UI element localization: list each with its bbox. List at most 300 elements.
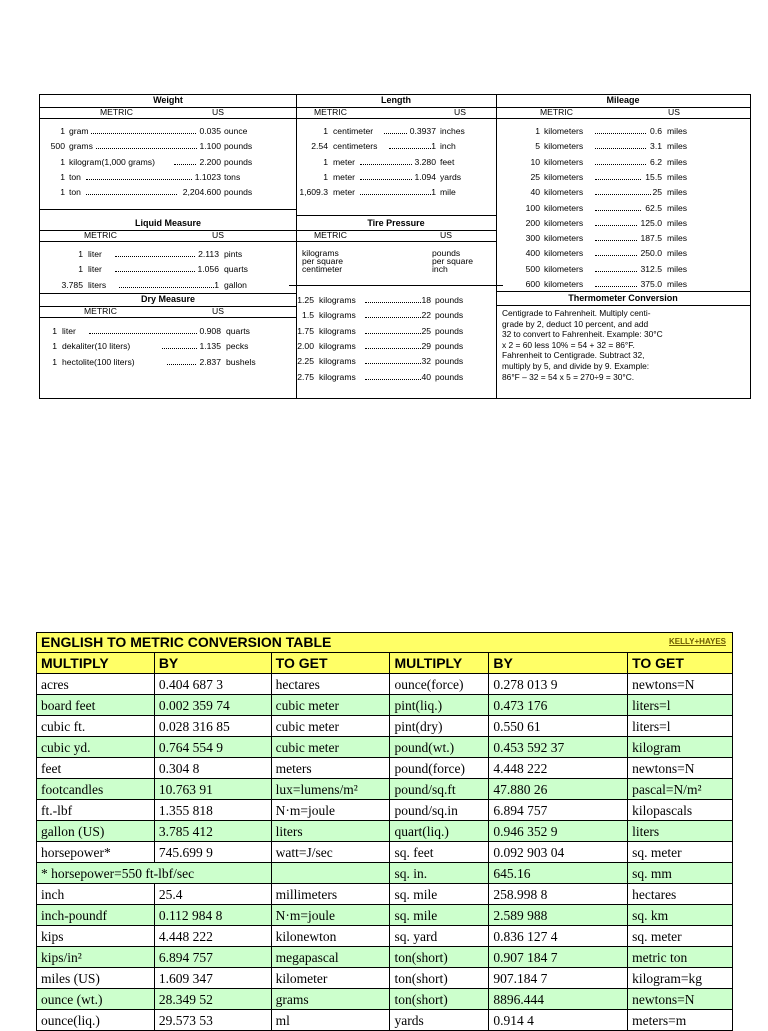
row-unit: centimeter: [333, 126, 374, 136]
row-unit: meter: [333, 187, 355, 198]
table-cell: 907.184 7: [489, 968, 628, 989]
thermo-line: Centigrade to Fahrenheit. Multiply centi-: [502, 308, 651, 318]
table-row: [37, 695, 733, 716]
row-value: 1: [431, 187, 436, 198]
table-cell: ounce (wt.): [37, 989, 155, 1010]
table-cell: feet: [37, 758, 155, 779]
table-cell: 645.16: [489, 863, 628, 884]
row-qty: 300: [525, 233, 540, 244]
dot-leader: [595, 157, 646, 165]
row-value: 125.0: [640, 217, 662, 228]
row-unit: kilograms: [319, 325, 356, 336]
mileage-us-header: US: [668, 107, 680, 117]
table-cell: kips: [37, 926, 155, 947]
row-qty: 2.00: [297, 340, 314, 351]
dot-leader: [167, 357, 197, 365]
table-cell: kilogram=kg: [628, 968, 733, 989]
table-cell: sq. yard: [390, 926, 489, 947]
row-unit: liter: [88, 264, 102, 275]
table-cell: newtons=N: [628, 674, 733, 695]
table-row: [37, 737, 733, 758]
dot-leader: [365, 372, 421, 380]
table-cell: 258.998 8: [489, 884, 628, 905]
row-value: 25: [421, 325, 431, 336]
row-qty: 200: [525, 217, 540, 228]
dot-leader: [365, 341, 421, 349]
table-cell: ml: [271, 1010, 390, 1031]
table-cell: yards: [390, 1010, 489, 1031]
liquid-metric-header: METRIC: [84, 230, 117, 240]
tire-us-desc: inch: [432, 264, 448, 274]
row-value: 40: [421, 371, 431, 382]
row-unit: kilometers: [544, 263, 584, 274]
table-row: [37, 716, 733, 737]
thermo-line: grade by 2, deduct 10 percent, and add: [502, 318, 649, 329]
table-row: [37, 989, 733, 1010]
table-cell: sq. mile: [390, 884, 489, 905]
table-cell: 0.092 903 04: [489, 842, 628, 863]
thermo-section-title: Thermometer Conversion: [568, 293, 678, 303]
row-qty: 1: [52, 356, 57, 367]
row-us-unit: miles: [667, 248, 688, 259]
row-unit: ton: [69, 187, 81, 198]
row-unit: gram: [69, 126, 89, 136]
table-cell: 0.304 8: [154, 758, 271, 779]
table-cell: hectares: [271, 674, 390, 695]
row-us-unit: miles: [667, 187, 688, 198]
row-qty: 2.25: [297, 356, 314, 367]
row-value: 250.0: [640, 248, 662, 259]
table-cell: ton(short): [390, 989, 489, 1010]
dot-leader: [360, 172, 412, 180]
table-row: [37, 800, 733, 821]
table-cell: kilogram: [628, 737, 733, 758]
dry-metric-header: METRIC: [84, 306, 117, 316]
table-row: [37, 926, 733, 947]
table-row: [37, 821, 733, 842]
table-cell: meters=m: [628, 1010, 733, 1031]
liquid-us-header: US: [212, 230, 224, 240]
row-unit: kilometers: [544, 141, 584, 152]
column-header: BY: [489, 653, 628, 674]
row-us-unit: feet: [440, 156, 455, 167]
table-cell: pound(force): [390, 758, 489, 779]
table-row: [37, 674, 733, 695]
row-value: 62.5: [645, 202, 662, 213]
row-us-unit: ounce: [224, 126, 248, 136]
table-cell: liters: [271, 821, 390, 842]
row-us-unit: pounds: [435, 340, 464, 351]
row-us-unit: pounds: [435, 356, 464, 367]
row-qty: 500: [525, 263, 540, 274]
length-us-header: US: [454, 107, 466, 117]
row-unit: kilometers: [544, 187, 584, 198]
row-unit: liters: [88, 279, 107, 290]
row-qty: 400: [525, 248, 540, 259]
table-cell: newtons=N: [628, 989, 733, 1010]
table-cell: 0.453 592 37: [489, 737, 628, 758]
row-unit: ton: [69, 171, 81, 182]
row-qty: 1,609.3: [299, 187, 328, 198]
dot-leader: [91, 126, 197, 134]
table-cell: [271, 863, 390, 884]
divider: [40, 118, 296, 119]
row-us-unit: miles: [667, 141, 688, 152]
english-to-metric-table: [36, 632, 733, 1031]
row-us-unit: pounds: [435, 295, 464, 305]
table-cell: millimeters: [271, 884, 390, 905]
row-us-unit: pounds: [435, 310, 464, 321]
row-value: 2.837: [199, 356, 221, 367]
table-cell: cubic yd.: [37, 737, 155, 758]
table-cell: pint(liq.): [390, 695, 489, 716]
table-row: [37, 842, 733, 863]
table-cell: board feet: [37, 695, 155, 716]
row-qty: 1: [60, 156, 65, 167]
table-cell: 0.278 013 9: [489, 674, 628, 695]
row-value: 18: [421, 295, 431, 305]
table-row: [37, 884, 733, 905]
dot-leader: [595, 233, 637, 241]
row-unit: kilometers: [544, 279, 584, 289]
mileage-section-title: Mileage: [606, 95, 640, 105]
dot-leader: [595, 279, 637, 287]
row-qty: 2.54: [311, 141, 328, 152]
row-us-unit: pints: [224, 249, 243, 259]
row-unit: kilometers: [544, 202, 584, 213]
table-cell: 0.473 176: [489, 695, 628, 716]
table-cell: pascal=N/m²: [628, 779, 733, 800]
tire-us-desc: per square: [432, 256, 474, 266]
table-cell: pound(wt.): [390, 737, 489, 758]
row-unit: kilograms: [319, 340, 356, 351]
table-cell: 25.4: [154, 884, 271, 905]
table-cell: sq. meter: [628, 926, 733, 947]
row-us-unit: miles: [667, 156, 688, 167]
table-cell: N·m=joule: [271, 905, 390, 926]
table-cell: kips/in²: [37, 947, 155, 968]
table-row: [37, 1010, 733, 1031]
table-cell: pound/sq.in: [390, 800, 489, 821]
row-qty: 1: [60, 171, 65, 182]
row-value: 1: [214, 279, 219, 290]
table-cell: watt=J/sec: [271, 842, 390, 863]
dot-leader: [595, 248, 637, 256]
table-cell: liters=l: [628, 695, 733, 716]
table-cell: cubic meter: [271, 716, 390, 737]
divider: [289, 285, 503, 286]
table-cell: 0.836 127 4: [489, 926, 628, 947]
row-qty: 10: [530, 156, 540, 167]
weight-metric-header: METRIC: [100, 107, 133, 117]
row-qty: 1.5: [302, 310, 314, 321]
row-value: 32: [421, 356, 431, 367]
row-us-unit: tons: [224, 171, 241, 182]
length-section-title: Length: [381, 95, 411, 105]
row-value: 2.200: [199, 156, 221, 167]
row-value: 0.6: [650, 126, 662, 136]
row-value: 1.100: [199, 141, 221, 152]
row-us-unit: miles: [667, 202, 688, 213]
dot-leader: [595, 218, 637, 226]
row-us-unit: pounds: [224, 187, 253, 198]
row-us-unit: pounds: [435, 371, 464, 382]
dot-leader: [115, 264, 195, 272]
table-cell: meters: [271, 758, 390, 779]
column-header: MULTIPLY: [390, 653, 489, 674]
table-row: [37, 758, 733, 779]
length-tire-column: [296, 95, 497, 398]
table-cell: cubic ft.: [37, 716, 155, 737]
table-cell: liters: [628, 821, 733, 842]
table-cell: 0.764 554 9: [154, 737, 271, 758]
divider: [496, 118, 750, 119]
thermo-line: multiply by 5, and divide by 9. Example:: [502, 361, 650, 371]
table-cell: 0.112 984 8: [154, 905, 271, 926]
divider: [296, 241, 496, 242]
row-unit: liter: [88, 249, 102, 259]
divider: [496, 291, 750, 292]
dot-leader: [595, 187, 651, 195]
table-cell: 10.763 91: [154, 779, 271, 800]
dot-leader: [595, 172, 641, 180]
dot-leader: [86, 187, 177, 195]
row-value: 29: [421, 340, 431, 351]
mileage-thermo-column: [496, 95, 750, 398]
table-cell: N·m=joule: [271, 800, 390, 821]
table-cell: sq. mile: [390, 905, 489, 926]
row-us-unit: miles: [667, 217, 688, 228]
table-cell: 745.699 9: [154, 842, 271, 863]
row-us-unit: mile: [440, 187, 456, 198]
dot-leader: [595, 203, 641, 211]
divider: [40, 230, 296, 231]
table-title-cell: [37, 633, 733, 653]
table-cell: newtons=N: [628, 758, 733, 779]
table-cell: pint(dry): [390, 716, 489, 737]
row-us-unit: gallon: [224, 279, 247, 290]
dry-us-header: US: [212, 306, 224, 316]
dot-leader: [365, 310, 421, 318]
row-us-unit: quarts: [224, 264, 248, 275]
row-unit: meter: [333, 171, 355, 182]
row-qty: 1: [78, 264, 83, 275]
row-us-unit: pounds: [224, 141, 253, 152]
row-unit: kilometers: [544, 126, 584, 136]
row-value: 25: [652, 187, 662, 198]
row-us-unit: quarts: [226, 326, 250, 336]
table-cell: ton(short): [390, 968, 489, 989]
row-value: 375.0: [640, 279, 662, 289]
row-unit: liter: [62, 326, 76, 336]
table-cell: sq. km: [628, 905, 733, 926]
length-metric-header: METRIC: [314, 107, 347, 117]
row-qty: 1: [323, 126, 328, 136]
thermo-line: 86°F – 32 = 54 x 5 = 270÷9 = 30°C.: [502, 371, 635, 382]
row-unit: meter: [333, 156, 355, 167]
dry-section-title: Dry Measure: [140, 294, 196, 304]
column-header: TO GET: [628, 653, 733, 674]
row-value: 2,204.600: [182, 187, 221, 198]
tire-section-title: Tire Pressure: [367, 218, 425, 228]
weight-us-header: US: [212, 107, 224, 117]
row-value: 187.5: [640, 233, 662, 244]
row-qty: 1: [52, 326, 57, 336]
table-cell: 2.589 988: [489, 905, 628, 926]
table-cell: cubic meter: [271, 695, 390, 716]
row-qty: 25: [530, 171, 540, 182]
table-cell: 0.914 4: [489, 1010, 628, 1031]
dot-leader: [115, 249, 195, 257]
table-title-row: [37, 633, 733, 653]
table-cell: 28.349 52: [154, 989, 271, 1010]
row-unit: kilograms: [319, 356, 356, 367]
table-cell: liters=l: [628, 716, 733, 737]
table-cell: 0.404 687 3: [154, 674, 271, 695]
row-value: 312.5: [640, 263, 662, 274]
dot-leader: [365, 326, 421, 334]
table-cell: 0.002 359 74: [154, 695, 271, 716]
dot-leader: [89, 326, 197, 334]
row-qty: 1.25: [297, 295, 314, 305]
divider: [40, 241, 296, 242]
row-us-unit: inch: [440, 141, 456, 152]
tire-metric-desc: per square: [302, 256, 344, 266]
table-cell: pound/sq.ft: [390, 779, 489, 800]
divider: [40, 209, 296, 210]
table-cell: sq. meter: [628, 842, 733, 863]
row-us-unit: pounds: [224, 156, 253, 167]
table-cell: 1.609 347: [154, 968, 271, 989]
footnote-cell: * horsepower=550 ft-lbf/sec: [37, 863, 272, 884]
row-qty: 3.785: [61, 279, 83, 290]
table-cell: kilonewton: [271, 926, 390, 947]
thermo-line: x 2 = 60 less 10% = 54 + 32 = 86°F.: [502, 339, 635, 350]
table-header-row: [37, 653, 733, 674]
table-cell: inch: [37, 884, 155, 905]
table-cell: inch-poundf: [37, 905, 155, 926]
row-value: 1: [431, 141, 436, 152]
row-unit: kilograms: [319, 295, 356, 305]
row-value: 1.094: [414, 171, 436, 182]
row-unit: kilogram(1,000 grams): [69, 156, 155, 167]
row-value: 22: [421, 310, 431, 321]
row-qty: 1: [78, 249, 83, 259]
divider: [496, 305, 750, 306]
table-cell: ton(short): [390, 947, 489, 968]
row-qty: 1: [323, 171, 328, 182]
dot-leader: [384, 126, 407, 134]
row-value: 3.1: [650, 141, 662, 152]
table-cell: quart(liq.): [390, 821, 489, 842]
row-qty: 500: [50, 141, 65, 152]
row-qty: 1: [535, 126, 540, 136]
tire-us-header: US: [440, 230, 452, 240]
column-header: BY: [154, 653, 271, 674]
table-cell: megapascal: [271, 947, 390, 968]
row-value: 0.908: [199, 326, 221, 336]
table-row: [37, 947, 733, 968]
metric-us-reference-chart: [39, 94, 751, 399]
table-row: [37, 968, 733, 989]
row-value: 15.5: [645, 171, 662, 182]
divider: [496, 107, 750, 108]
thermo-line: Fahrenheit to Centigrade. Subtract 32,: [502, 350, 645, 361]
table-cell: kilometer: [271, 968, 390, 989]
row-unit: kilograms: [319, 371, 356, 382]
row-qty: 1: [323, 156, 328, 167]
dot-leader: [389, 141, 431, 149]
row-us-unit: miles: [667, 126, 688, 136]
row-value: 0.3937: [409, 126, 436, 136]
row-unit: kilometers: [544, 233, 584, 244]
thermo-line: 32 to convert to Fahrenheit. Example: 30°C: [502, 329, 663, 340]
divider: [296, 215, 496, 216]
tire-metric-desc: kilograms: [302, 248, 339, 258]
row-unit: kilometers: [544, 248, 584, 259]
row-unit: kilometers: [544, 217, 584, 228]
divider: [40, 317, 296, 318]
row-qty: 1.75: [297, 325, 314, 336]
table-cell: 29.573 53: [154, 1010, 271, 1031]
row-qty: 100: [525, 202, 540, 213]
dot-leader: [360, 187, 432, 195]
table-cell: 3.785 412: [154, 821, 271, 842]
table-cell: sq. mm: [628, 863, 733, 884]
row-us-unit: inches: [440, 126, 465, 136]
row-value: 2.113: [198, 249, 219, 259]
row-value: 1.1023: [194, 171, 221, 182]
row-value: 3.280: [414, 156, 436, 167]
table-cell: 0.907 184 7: [489, 947, 628, 968]
table-cell: 6.894 757: [154, 947, 271, 968]
divider: [40, 306, 296, 307]
column-header: TO GET: [271, 653, 390, 674]
row-unit: kilometers: [544, 171, 584, 182]
row-us-unit: miles: [667, 279, 688, 289]
table-cell: metric ton: [628, 947, 733, 968]
dot-leader: [119, 280, 214, 288]
weight-liquid-dry-column: [40, 95, 297, 398]
table-cell: sq. in.: [390, 863, 489, 884]
table-cell: ft.-lbf: [37, 800, 155, 821]
column-header: MULTIPLY: [37, 653, 155, 674]
dot-leader: [360, 157, 412, 165]
table-cell: 1.355 818: [154, 800, 271, 821]
table-cell: 0.550 61: [489, 716, 628, 737]
row-unit: centimeters: [333, 141, 378, 152]
divider: [296, 118, 496, 119]
dot-leader: [595, 264, 637, 272]
table-row: [37, 905, 733, 926]
dot-leader: [96, 141, 197, 149]
table-cell: 0.028 316 85: [154, 716, 271, 737]
row-us-unit: pounds: [435, 325, 464, 336]
table-cell: 6.894 757: [489, 800, 628, 821]
row-qty: 1: [60, 126, 65, 136]
table-cell: grams: [271, 989, 390, 1010]
row-unit: grams: [69, 141, 93, 152]
row-unit: dekaliter(10 liters): [62, 341, 131, 352]
table-cell: miles (US): [37, 968, 155, 989]
row-us-unit: bushels: [226, 356, 256, 367]
table-cell: ounce(force): [390, 674, 489, 695]
row-qty: 2.75: [297, 371, 314, 382]
table-cell: 47.880 26: [489, 779, 628, 800]
table-cell: gallon (US): [37, 821, 155, 842]
row-us-unit: miles: [667, 171, 688, 182]
table-cell: 4.448 222: [154, 926, 271, 947]
